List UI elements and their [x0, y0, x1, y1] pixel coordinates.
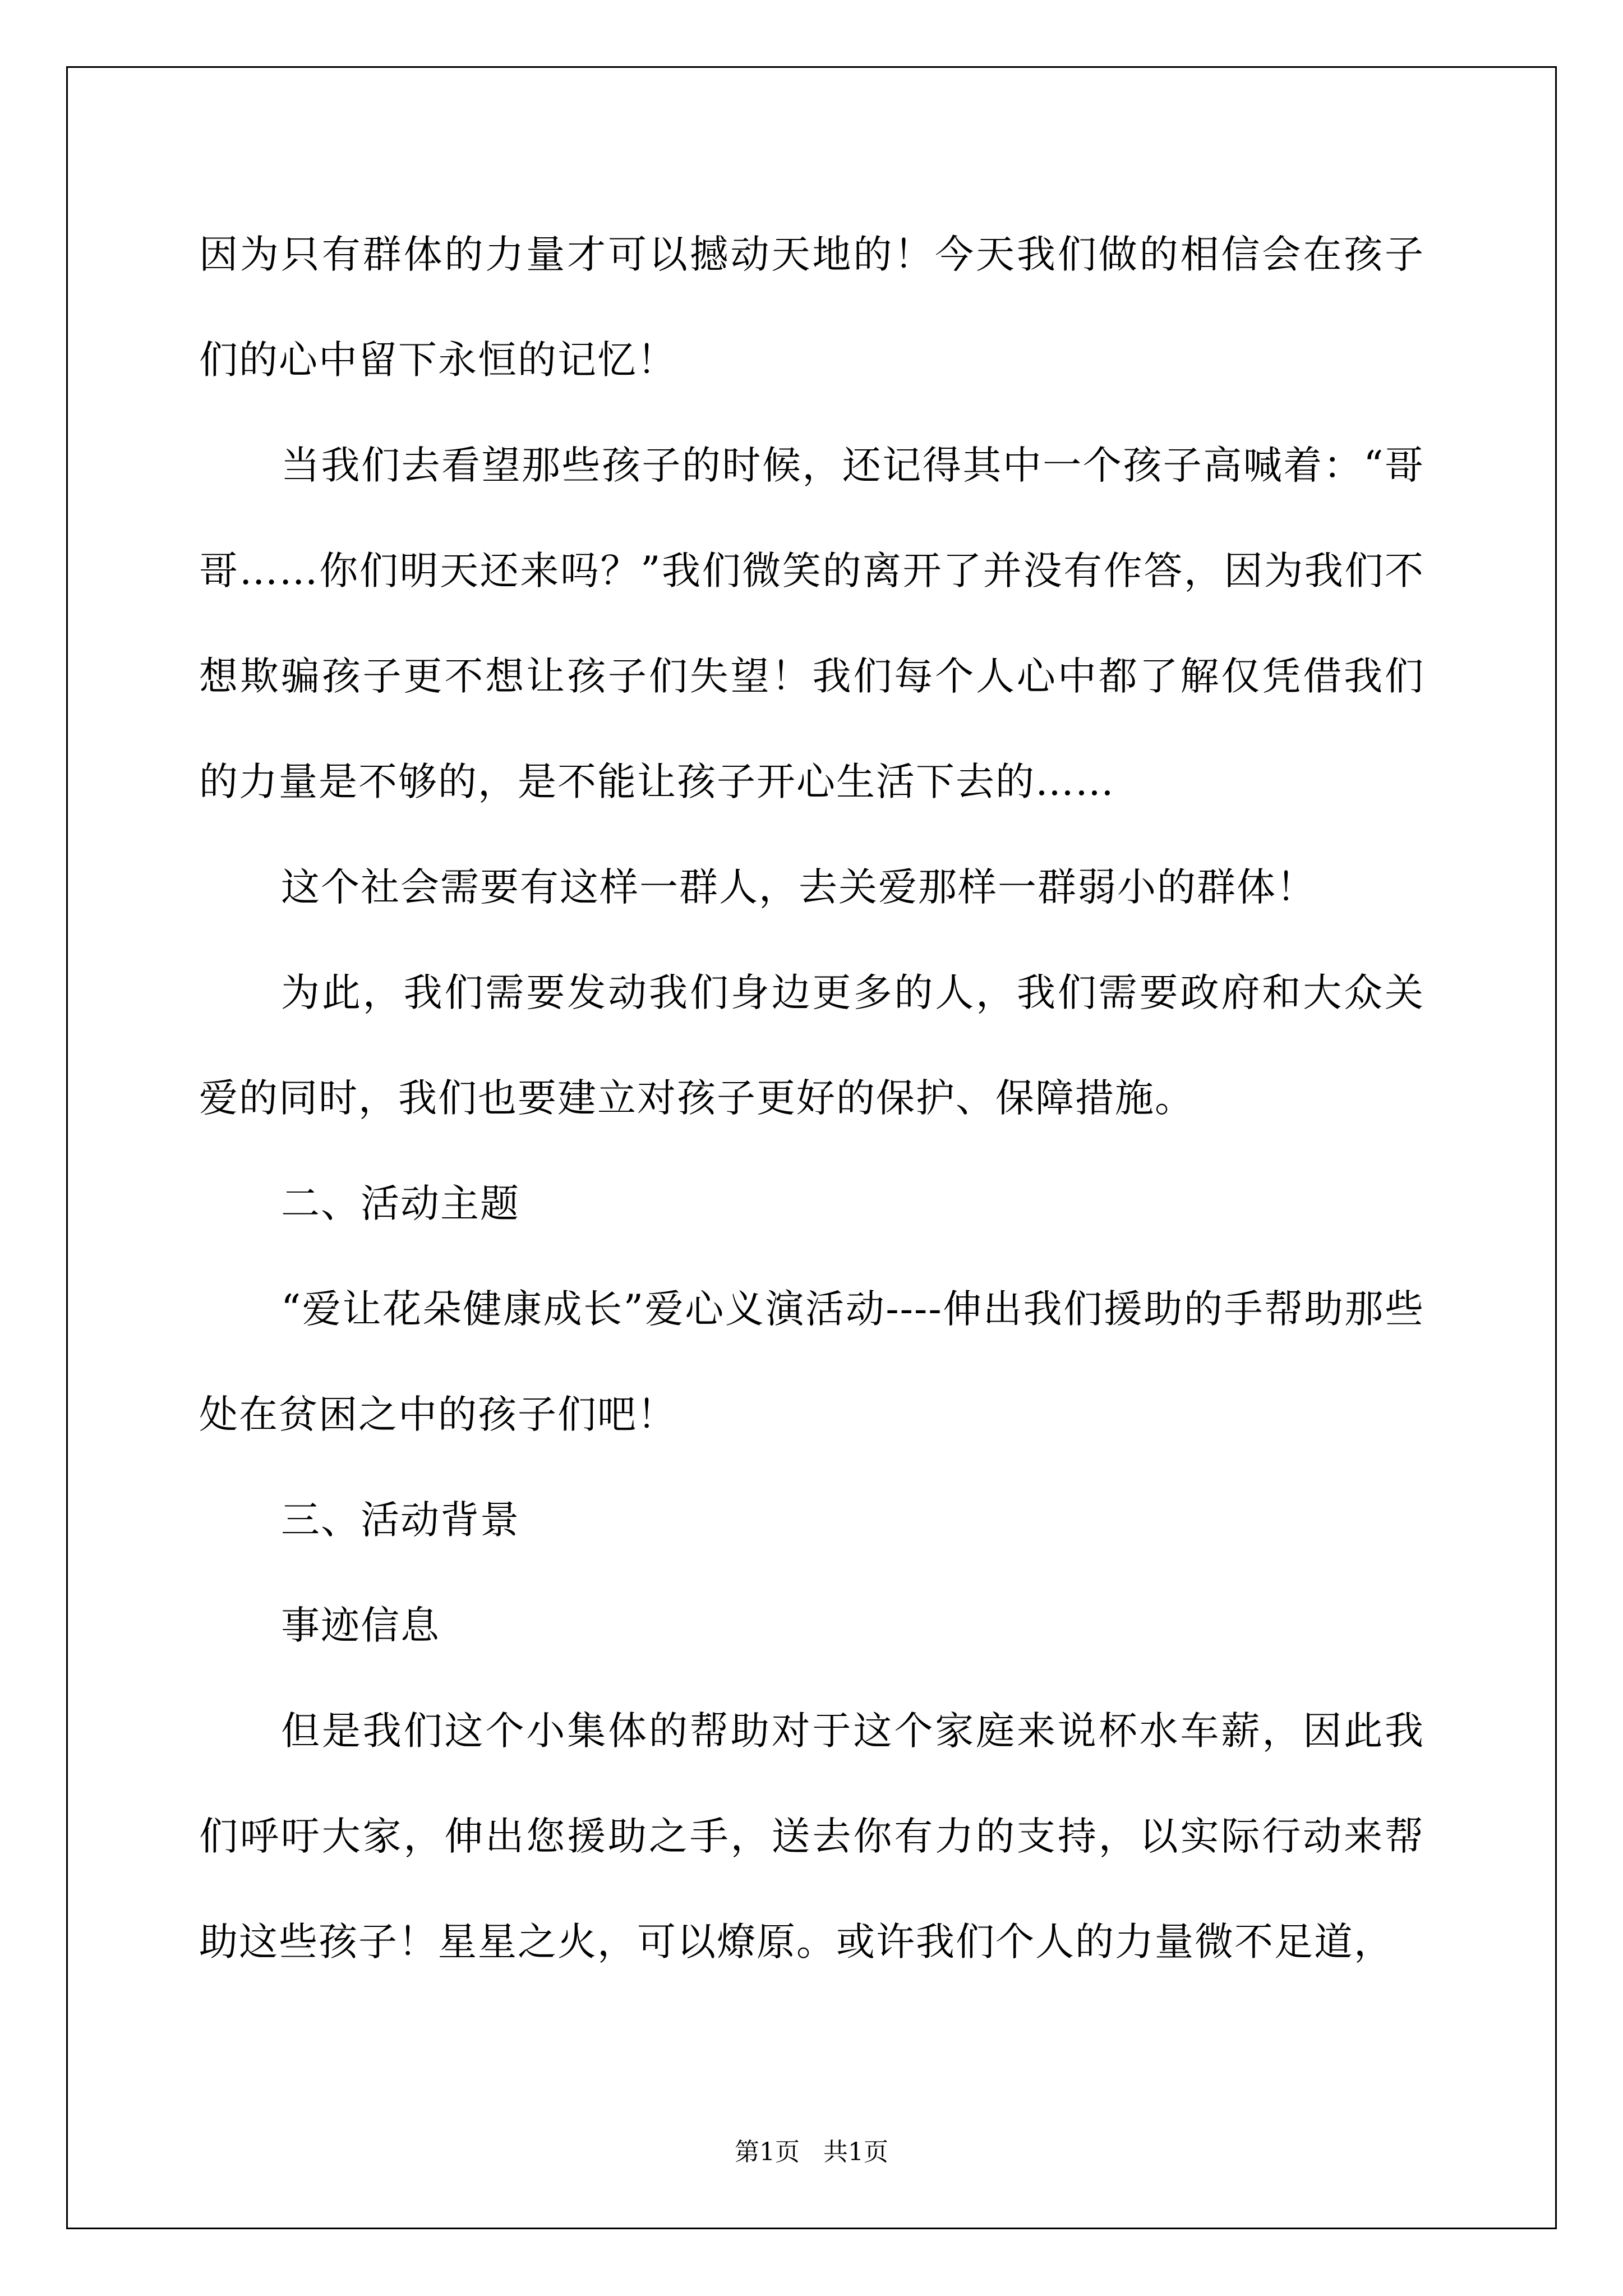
page-footer: 第1页 共1页 [735, 2138, 888, 2166]
paragraph-3: 这个社会需要有这样一群人，去关爱那样一群弱小的群体！ [281, 865, 1316, 910]
paragraph-appeal: 但是我们这个小集体的帮助对于这个家庭来说杯水车薪，因此我们呼吁大家，伸出您援助之手，送去你有力的支持，以实际行动来帮助这些孩子！星星之火，可以燎原。或许我们个人的力量微不足道， [199, 1709, 1424, 1964]
paragraph-2: 当我们去看望那些孩子的时候，还记得其中一个孩子高喊着：“哥哥……你们明天还来吗？”我们微笑的离开了并没有作答，因为我们不想欺骗孩子更不想让孩子们失望！我们每个人心中都了解仅凭借我们的力量是不够的，是不能让孩子开心生活下去的…… [199, 443, 1424, 804]
paragraph-4: 为此，我们需要发动我们身边更多的人，我们需要政府和大众关爱的同时，我们也要建立对孩子更好的保护、保障措施。 [199, 970, 1424, 1121]
section-heading-background: 三、活动背景 [281, 1498, 520, 1543]
subheading-deeds: 事迹信息 [281, 1603, 440, 1648]
paragraph-1: 因为只有群体的力量才可以撼动天地的！今天我们做的相信会在孩子们的心中留下永恒的记忆！ [199, 232, 1424, 383]
paragraph-theme: “爱让花朵健康成长”爱心义演活动----伸出我们援助的手帮助那些处在贫困之中的孩子们吧！ [199, 1287, 1424, 1437]
document-body [199, 202, 1424, 1995]
section-heading-theme: 二、活动主题 [281, 1181, 520, 1226]
